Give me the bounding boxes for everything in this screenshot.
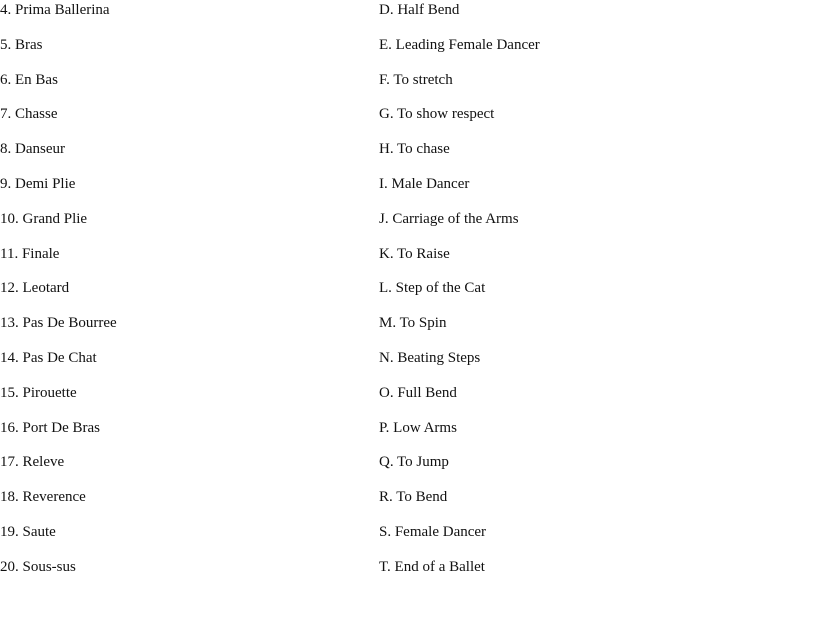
definition-item: H. To chase (379, 141, 450, 158)
definition-item: L. Step of the Cat (379, 280, 486, 297)
definition-item: F. To stretch (379, 71, 453, 88)
term-item: 19. Saute (0, 523, 56, 540)
term-item: 4. Prima Ballerina (0, 2, 110, 18)
term-item: 15. Pirouette (0, 384, 77, 401)
definition-item: T. End of a Ballet (379, 558, 485, 575)
definition-item: N. Beating Steps (379, 349, 481, 366)
definition-item: J. Carriage of the Arms (379, 210, 519, 227)
definitions-column (379, 0, 540, 592)
definition-item: D. Half Bend (379, 2, 460, 18)
definition-item: Q. To Jump (379, 454, 449, 471)
term-item: 14. Pas De Chat (0, 349, 97, 366)
term-item: 12. Leotard (0, 280, 70, 297)
definition-item: P. Low Arms (379, 419, 457, 436)
definition-item: I. Male Dancer (379, 175, 470, 192)
term-item: 17. Releve (0, 454, 65, 471)
definition-item: S. Female Dancer (379, 523, 487, 540)
term-item: 20. Sous-sus (0, 558, 76, 575)
definition-item: O. Full Bend (379, 384, 457, 401)
definition-item: R. To Bend (379, 489, 448, 506)
term-item: 10. Grand Plie (0, 210, 88, 227)
term-item: 7. Chasse (0, 106, 58, 123)
term-item: 9. Demi Plie (0, 175, 76, 192)
term-item: 11. Finale (0, 245, 60, 262)
terms-column (0, 0, 117, 592)
definition-item: M. To Spin (379, 315, 447, 332)
definition-item: E. Leading Female Dancer (379, 36, 540, 53)
term-item: 8. Danseur (0, 141, 65, 158)
term-item: 16. Port De Bras (0, 419, 100, 436)
definition-item: K. To Raise (379, 245, 450, 262)
term-item: 5. Bras (0, 36, 43, 53)
term-item: 13. Pas De Bourree (0, 315, 117, 332)
term-item: 18. Reverence (0, 489, 86, 506)
definition-item: G. To show respect (379, 106, 495, 123)
term-item: 6. En Bas (0, 71, 58, 88)
